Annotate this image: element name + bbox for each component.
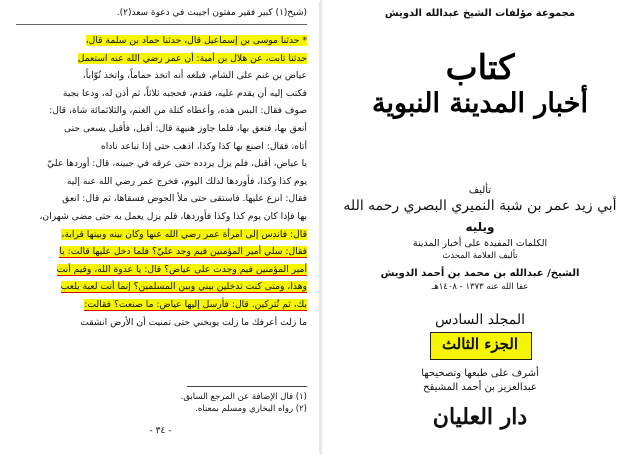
body-line: فكتب إليه أن يقدم عليه، فقدم، فحجبه ثلاثاً، ثم أذن له، ودعا بجبة xyxy=(62,87,307,99)
volume-label: المجلد السادس xyxy=(435,312,525,328)
editor-line: أشرف على طبعها وتصحيحها xyxy=(421,368,539,379)
book-word: كتاب xyxy=(445,48,515,88)
book-title: أخبار المدينة النبوية xyxy=(371,88,588,119)
body-line: بها فإذا كان يوم كذا وكذا فأوردها، فلم يزل يعمل به حتى مضى شهران، xyxy=(39,210,307,222)
publisher-name: دار العليان xyxy=(432,404,528,430)
body-line: ما زلت أعرفك ما زلت يوبخني حتى تمنيت أن الأرض انشقت xyxy=(80,316,307,328)
body-line xyxy=(16,261,307,279)
highlighted-underlined-text: بك، ثم تُتركين. قال: فأرسل إليها عياض: ما صنعت؟ فقالت: xyxy=(84,298,307,310)
body-line: أنعق بها، فنعق بها، فلما جاوز هنيهة قال: أقبل، فأقبل يسعى حتى xyxy=(63,122,307,134)
highlighted-text: حدثنا ثابت، عن هلال بن أمية: أن عمر رضي الله عنه استعمل xyxy=(77,52,307,64)
footnote: (٢) رواه البخاري ومسلم بمعناه. xyxy=(195,404,307,414)
sheikh-dates: عفا الله عنه ١٣٧٣ - ١٤٠٨هـ xyxy=(431,282,529,292)
body-line xyxy=(16,226,307,244)
left-page xyxy=(2,2,320,453)
right-page-title xyxy=(322,2,638,453)
part-label: الجزء الثالث xyxy=(441,335,519,353)
body-line xyxy=(16,243,307,261)
body-line: أتاه، فقال: اصنع بها كذا وكذا، اذهب حتى إذا تباعد ناداه xyxy=(100,140,307,152)
editor-name: عبدالعزيز بن أحمد المشيقح xyxy=(423,382,537,393)
body-line xyxy=(16,32,307,50)
body-line xyxy=(16,278,307,296)
body-line xyxy=(16,50,307,68)
highlighted-text: * حدثنا موسى بن إسماعيل قال، حدثنا حماد بن سلمة قال، xyxy=(85,35,307,46)
left-page-top-line: (شيخ(١) كبير فقير مفتون أجيبت في دعوة سعد(٢). xyxy=(116,8,307,18)
highlighted-underlined-text: وهذا، ومتى كنت تدخلين بيني وبين المسلمين؟ إنما أنت لعبة يلعب xyxy=(60,281,307,293)
top-separator xyxy=(16,24,307,25)
body-line: يا عياض، أقبل، فلم يزل يردده حتى عرقه في جبينه، قال: أوردها عليّ xyxy=(47,158,307,170)
footnotes xyxy=(16,391,307,415)
author-name: أبي زيد عمر بن شبة النميري البصري رحمه الله xyxy=(343,198,617,214)
sheikh-name: الشيخ/ عبدالله بن محمد بن أحمد الدويش xyxy=(380,268,580,279)
highlighted-underlined-text: أمير المؤمنين فيم وجدت على عياض؟ قال: يا عدوة الله، وفيم أنت xyxy=(56,263,307,275)
body-line: فقال: انزع عليها. فاستقى حتى ملأ الحوض فسقاها، ثم قال: انعق xyxy=(62,193,307,205)
footnote-separator xyxy=(187,386,307,387)
body-line: عياض بن غنم على الشام، فبلغه أنه اتخذ حماماً، واتخذ نُوّاباً، xyxy=(82,70,307,82)
wa-yalih: ويليه xyxy=(465,220,495,234)
appended-author-label: تأليف العلامة المحدث xyxy=(442,251,518,261)
highlighted-underlined-text: فقال: سلي أمير المؤمنين فيم وجد عليّ؟ فلما دخل عليها قالت: يا xyxy=(59,246,307,258)
body-line xyxy=(16,296,307,314)
appended-title: الكلمات المفيدة على أخبار المدينة xyxy=(412,238,548,249)
footnote: (١) قال الإضافة عن المرجع السابق. xyxy=(180,392,307,402)
body-line: يوم كذا وكذا، فأوردها لذلك اليوم، فخرج عمر رضي الله عنه إليه xyxy=(66,175,307,187)
page-number: - ٣٤ - xyxy=(149,426,172,436)
highlighted-text: قال: فاندس إلى امرأة عمر رضي الله عنها وكان بينه وبينها قرابة، xyxy=(61,228,307,240)
talif-label: تأليف xyxy=(468,185,492,196)
left-page-body xyxy=(16,32,307,331)
series-name: مجموعة مؤلفات الشيخ عبدالله الدويش xyxy=(384,8,576,19)
body-line: صوف فقال: البس هذه، وأعطاه كتلة من الغنم، والثلاثمائة شاة، قال: xyxy=(49,105,307,117)
